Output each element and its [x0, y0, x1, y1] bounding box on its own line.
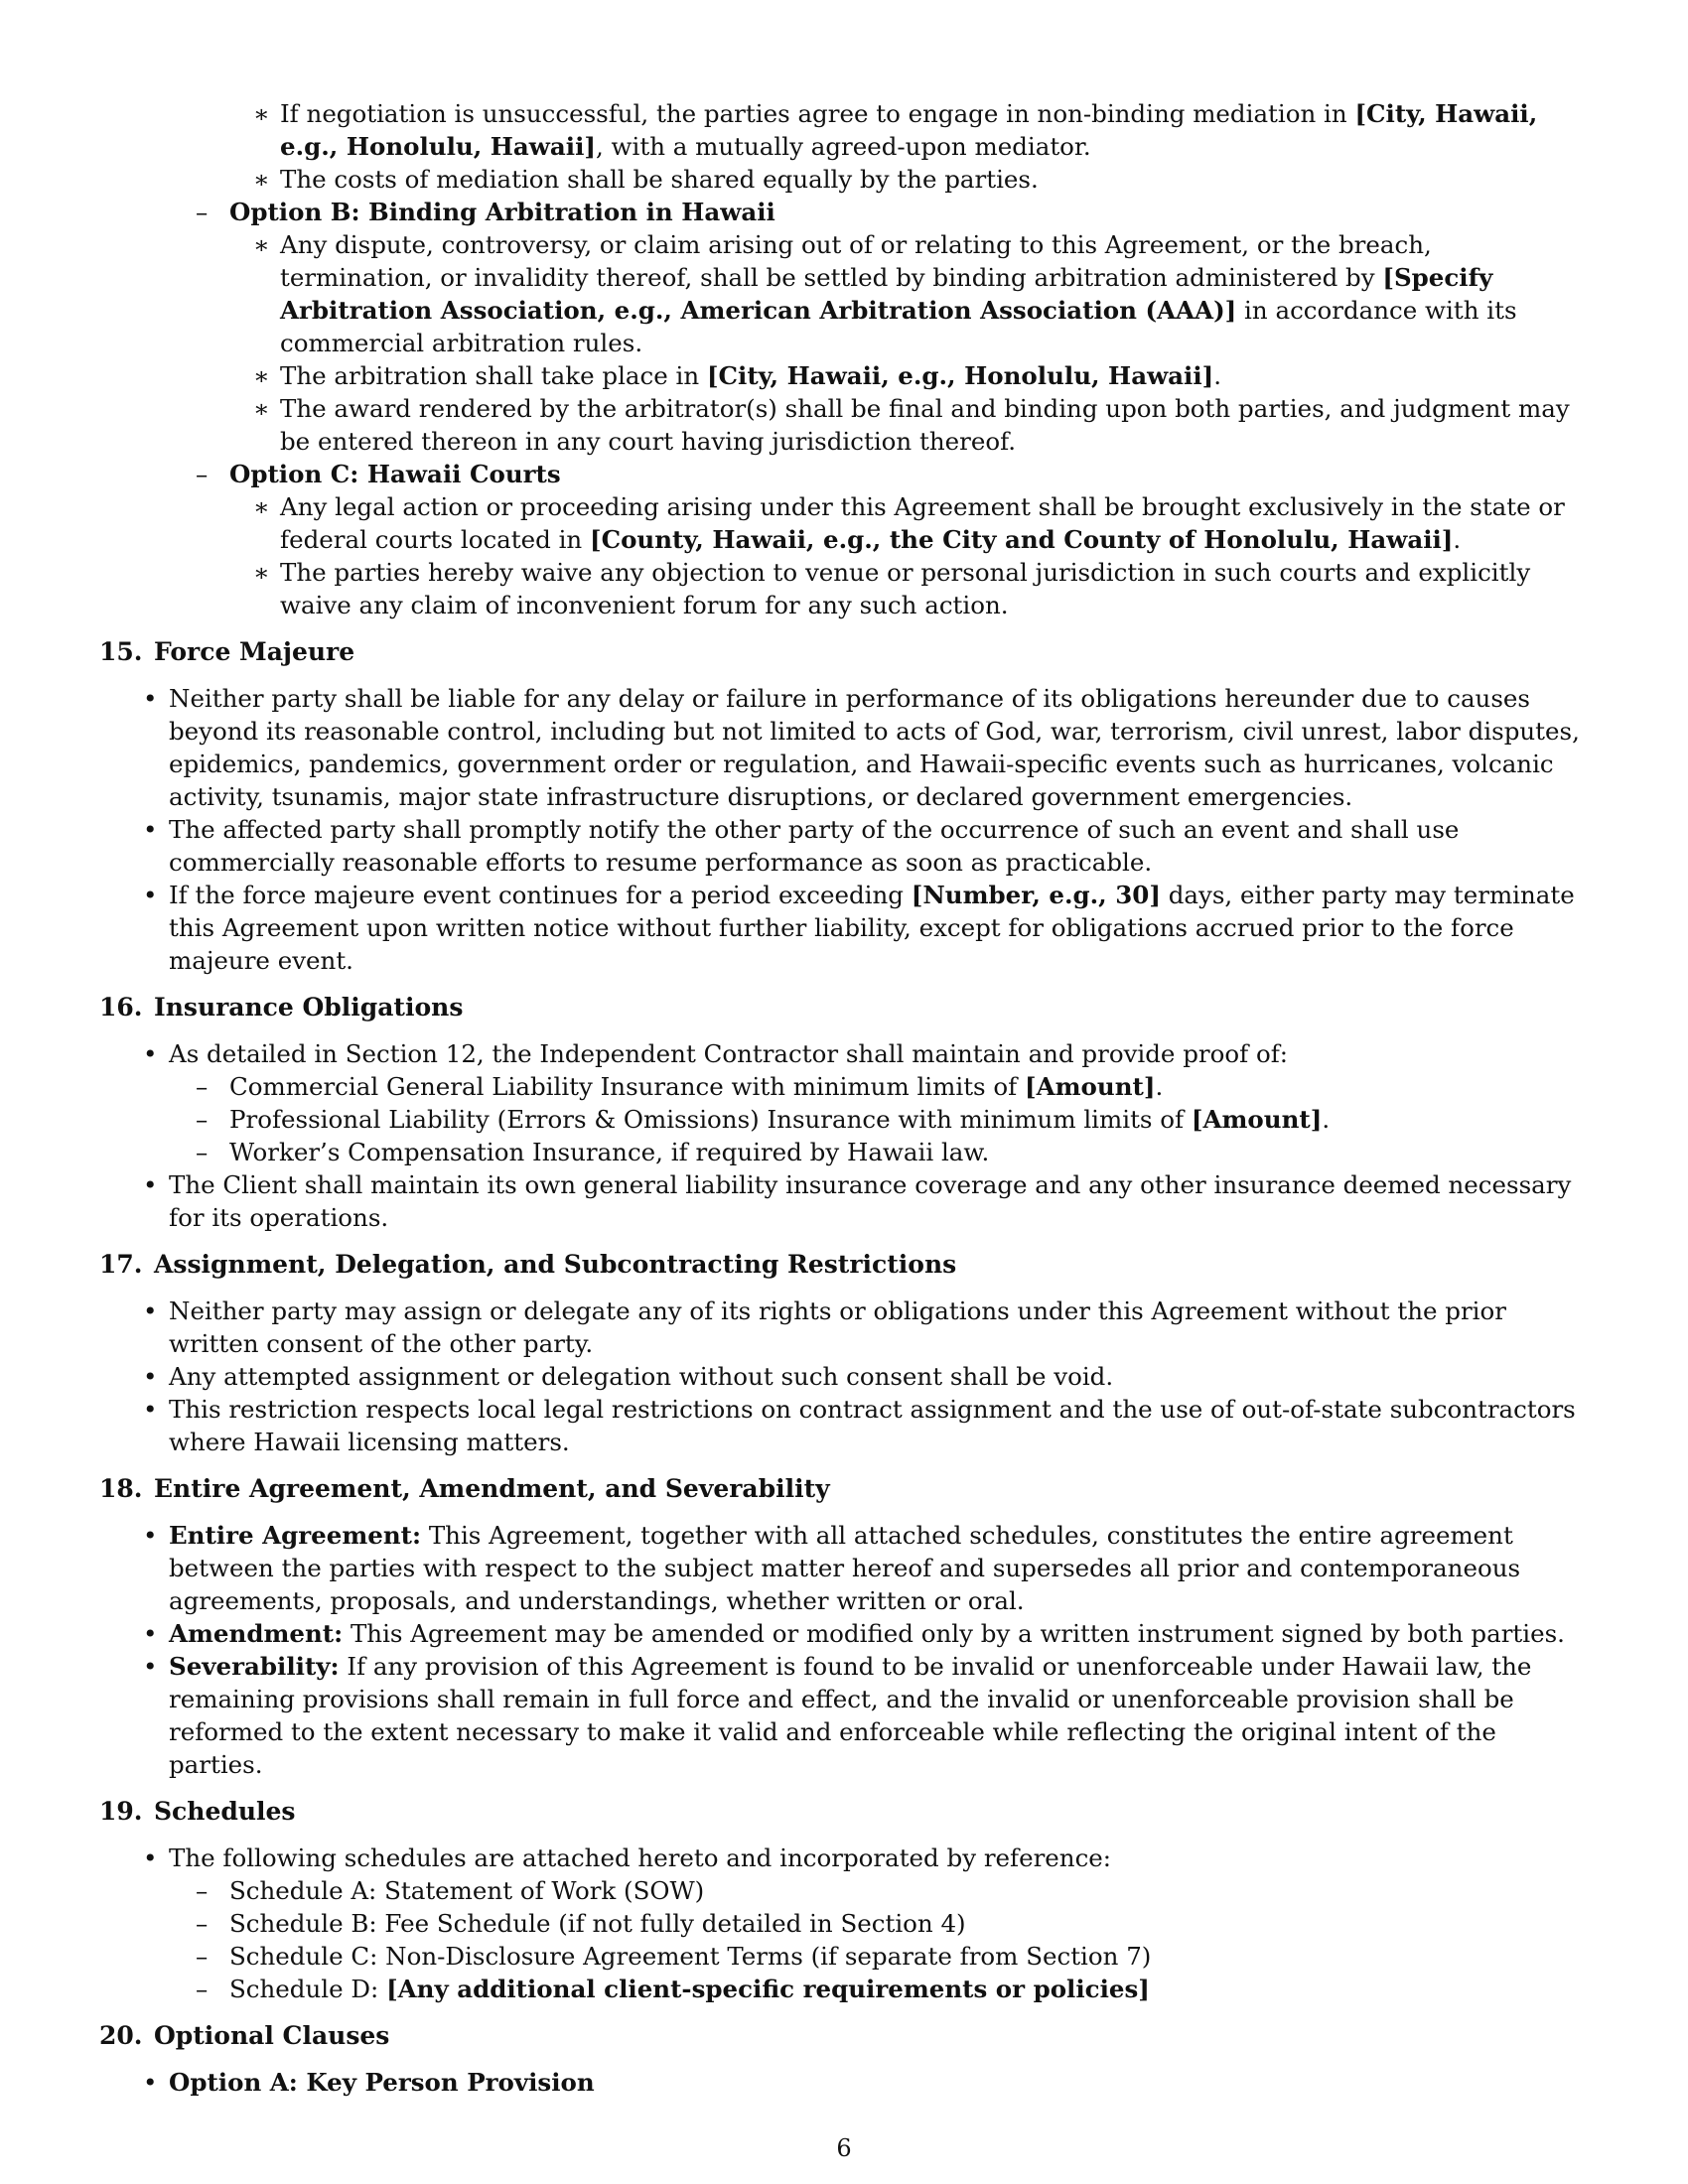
list-item: – Schedule A: Statement of Work (SOW) — [99, 1874, 1589, 1907]
page-number: 6 — [836, 2134, 852, 2162]
section-heading-17: 17. Assignment, Delegation, and Subcontracting Restrictions — [99, 1250, 957, 1279]
list-item: – Schedule B: Fee Schedule (if not fully detailed in Section 4) — [99, 1907, 1589, 1940]
section-16-list — [99, 1037, 1589, 1070]
list-item: • Neither party may assign or delegate any of its rights or obligations under this Agreement without the prior written consent of the other party. — [99, 1295, 1589, 1360]
list-item: ∗ Any dispute, controversy, or claim arising out of or relating to this Agreement, or the breach, termination, or invalidity thereof, shall be settled by binding arbitration administered by [Specify Arbitration Association, e.g., American Arbitration Association (AAA)] in accordance with its commercial arbitration rules. — [99, 228, 1589, 359]
section-16-list-2 — [99, 1168, 1589, 1234]
list-item: ∗ Any legal action or proceeding arising under this Agreement shall be brought exclusively in the state or federal courts located in [County, Hawaii, e.g., the City and County of Honolulu, Hawaii]. — [99, 490, 1589, 556]
list-item: ∗ The costs of mediation shall be shared equally by the parties. — [99, 163, 1589, 196]
option-b-heading: – Option B: Binding Arbitration in Hawaii — [99, 196, 1589, 228]
section-15-list — [99, 682, 1589, 977]
list-item: • The following schedules are attached hereto and incorporated by reference: — [99, 1842, 1589, 1874]
list-item: • Option A: Key Person Provision — [99, 2066, 1589, 2099]
option-c-heading: – Option C: Hawaii Courts — [99, 458, 1589, 490]
section-heading-15: 15. Force Majeure — [99, 637, 355, 666]
list-item: – Schedule D: [Any additional client-specific requirements or policies] — [99, 1973, 1589, 2005]
list-item: • As detailed in Section 12, the Independent Contractor shall maintain and provide proof of: — [99, 1037, 1589, 1070]
section-16-sublist — [99, 1070, 1589, 1168]
list-item: ∗ The award rendered by the arbitrator(s) shall be final and binding upon both parties, and judgment may be entered thereon in any court having jurisdiction thereof. — [99, 392, 1589, 458]
option-list — [99, 458, 1589, 490]
section-heading-16: 16. Insurance Obligations — [99, 993, 464, 1022]
document-page — [99, 97, 1589, 2099]
option-c-list — [99, 490, 1589, 621]
section-heading-19: 19. Schedules — [99, 1797, 296, 1826]
mediation-list — [99, 97, 1589, 196]
list-item: – Schedule C: Non-Disclosure Agreement Terms (if separate from Section 7) — [99, 1940, 1589, 1973]
list-item: • This restriction respects local legal restrictions on contract assignment and the use of out-of-state subcontractors where Hawaii licensing matters. — [99, 1393, 1589, 1458]
list-item: • The Client shall maintain its own general liability insurance coverage and any other insurance deemed necessary for its operations. — [99, 1168, 1589, 1234]
list-item: • Severability: If any provision of this Agreement is found to be invalid or unenforceable under Hawaii law, the remaining provisions shall remain in full force and effect, and the invalid or unenforceable provision shall be reformed to the extent necessary to make it valid and enforceable while reflecting the original intent of the parties. — [99, 1650, 1589, 1781]
section-heading-20: 20. Optional Clauses — [99, 2021, 390, 2050]
section-heading-18: 18. Entire Agreement, Amendment, and Severability — [99, 1474, 830, 1503]
section-19-list — [99, 1842, 1589, 1874]
section-20-list — [99, 2066, 1589, 2099]
option-list — [99, 196, 1589, 228]
list-item: • Entire Agreement: This Agreement, together with all attached schedules, constitutes the entire agreement between the parties with respect to the subject matter hereof and supersedes all prior and contemporaneous agreements, proposals, and understandings, whether written or oral. — [99, 1519, 1589, 1617]
list-item: • Neither party shall be liable for any delay or failure in performance of its obligations hereunder due to causes beyond its reasonable control, including but not limited to acts of God, war, terrorism, civil unrest, labor disputes, epidemics, pandemics, government order or regulation, and Hawaii-specific events such as hurricanes, volcanic activity, tsunamis, major state infrastructure disruptions, or declared government emergencies. — [99, 682, 1589, 813]
list-item: • The affected party shall promptly notify the other party of the occurrence of such an event and shall use commercially reasonable efforts to resume performance as soon as practicable. — [99, 813, 1589, 879]
option-b-list — [99, 228, 1589, 458]
list-item: ∗ The arbitration shall take place in [City, Hawaii, e.g., Honolulu, Hawaii]. — [99, 359, 1589, 392]
list-item: – Worker’s Compensation Insurance, if required by Hawaii law. — [99, 1136, 1589, 1168]
list-item: ∗ If negotiation is unsuccessful, the parties agree to engage in non-binding mediation in [City, Hawaii, e.g., Honolulu, Hawaii], with a mutually agreed-upon mediator. — [99, 97, 1589, 163]
list-item: ∗ The parties hereby waive any objection to venue or personal jurisdiction in such courts and explicitly waive any claim of inconvenient forum for any such action. — [99, 556, 1589, 621]
section-19-sublist — [99, 1874, 1589, 2005]
section-17-list — [99, 1295, 1589, 1458]
list-item: – Professional Liability (Errors & Omissions) Insurance with minimum limits of [Amount]. — [99, 1103, 1589, 1136]
list-item: • Any attempted assignment or delegation without such consent shall be void. — [99, 1360, 1589, 1393]
list-item: • If the force majeure event continues for a period exceeding [Number, e.g., 30] days, either party may terminate this Agreement upon written notice without further liability, except for obligations accrued prior to the force majeure event. — [99, 879, 1589, 977]
list-item: – Commercial General Liability Insurance with minimum limits of [Amount]. — [99, 1070, 1589, 1103]
list-item: • Amendment: This Agreement may be amended or modified only by a written instrument signed by both parties. — [99, 1617, 1589, 1650]
section-18-list — [99, 1519, 1589, 1781]
